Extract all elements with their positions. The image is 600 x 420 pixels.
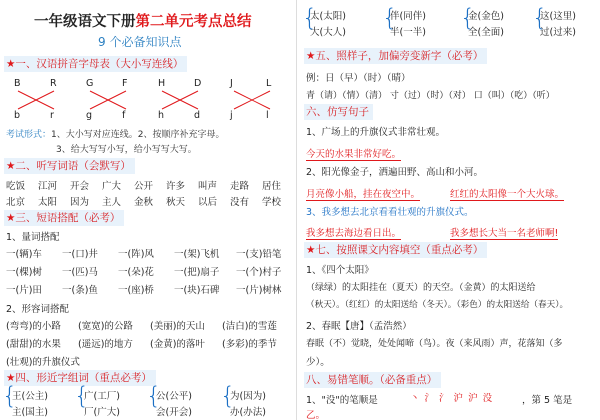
near-char-item: 王(公主)	[12, 391, 48, 402]
near-char-item: 为(因为)	[230, 391, 266, 402]
brace-icon: {	[2, 382, 18, 410]
near-char-item: 厂(广大)	[84, 407, 120, 418]
measure-item: 一(条)鱼	[62, 285, 98, 296]
answer-sentence-2a: 月亮像小船，挂在夜空中。	[306, 186, 420, 201]
brace-icon: {	[460, 4, 476, 32]
word-item: 主人	[102, 197, 122, 208]
measure-item: 一(座)桥	[118, 285, 154, 296]
brace-icon: {	[302, 4, 318, 32]
answer-sentence-3a: 我多想去海边看日出。	[306, 225, 401, 240]
word-item: 走路	[230, 181, 250, 192]
star-icon: ★	[6, 58, 16, 70]
section-1-heading	[4, 56, 187, 72]
lower-letter: l	[266, 110, 269, 121]
exam-format-1	[6, 127, 224, 140]
section-3-title: 三、短语搭配	[15, 212, 79, 224]
pair-item: 太(太阳)	[310, 11, 346, 22]
model-sentence-3: 3、我多想去北京看看壮观的升旗仪式。	[306, 207, 474, 218]
stroke-order-sequence: 丶 氵 氵 沪 沪 没	[410, 393, 494, 404]
measure-item: 一(朵)花	[118, 267, 154, 278]
model-sentence-2: 2、阳光像金子，洒遍田野、高山和小河。	[306, 167, 484, 178]
word-item: 江河	[38, 181, 58, 192]
star-icon: ★	[6, 160, 16, 172]
word-item: 北京	[6, 197, 26, 208]
section-1-title: 一、汉语拼音字母表	[15, 58, 110, 70]
lower-letter: h	[158, 110, 165, 121]
measure-item: 一(棵)树	[6, 267, 42, 278]
section-3-tag: （必考）	[78, 212, 121, 224]
upper-letter: B	[14, 78, 21, 89]
text-title-2: 2、春眠【唐】（孟浩然）	[306, 321, 412, 332]
lower-letter: d	[194, 110, 201, 121]
word-item: 吃饭	[6, 181, 26, 192]
word-item: 叫声	[198, 181, 218, 192]
brace-icon: {	[382, 4, 398, 32]
measure-item: 一(支)铅笔	[236, 249, 282, 260]
upper-letter: J	[230, 78, 233, 89]
brace-icon: {	[220, 382, 236, 410]
pair-item: 这(这里)	[540, 11, 576, 22]
star-icon: ★	[6, 372, 16, 384]
measure-item: 一(架)飞机	[174, 249, 220, 260]
measure-words-subheading: 1、量词搭配	[6, 232, 60, 243]
word-item: 因为	[70, 197, 90, 208]
measure-item: 一(片)田	[6, 285, 42, 296]
adj-item: (多彩)的季节	[222, 339, 277, 350]
section-5-tag: （必考）	[441, 50, 484, 62]
adjectives-subheading: 2、形容词搭配	[6, 304, 70, 315]
section-5-title: 五、照样子，加偏旁变新字	[315, 50, 442, 62]
adj-item: (金黄)的落叶	[150, 339, 205, 350]
pair-item: 金(金色)	[468, 11, 504, 22]
upper-letter: H	[158, 78, 166, 89]
model-sentence-1: 1、广场上的升旗仪式非常壮观。	[306, 127, 446, 138]
fill-line-2b: 少）。	[306, 357, 330, 368]
measure-item: 一(个)村子	[236, 267, 282, 278]
fill-line-2a: 春眠（不）觉晓，处处闻啼（鸟）。夜（来风雨）声，花落知（多	[306, 339, 563, 349]
fill-line-1a: （绿绿）的太阳挂在（夏天）的天空。（金黄）的太阳送给	[306, 283, 536, 293]
title-red: 第二单元考点总结	[135, 14, 252, 30]
stroke-order-answer: 乙。	[306, 410, 326, 420]
section-4-tag: （重点必考）	[88, 372, 152, 384]
stroke-order-question: 1、"没"的笔顺是	[306, 395, 378, 406]
word-item: 居住	[262, 181, 282, 192]
stroke-order-tail: ，第 5 笔是	[522, 395, 573, 406]
answer-sentence-2b: 红红的太阳像一个大火球。	[450, 186, 564, 201]
lower-letter: b	[14, 110, 21, 121]
measure-item: 一(块)石碑	[174, 285, 220, 296]
star-icon: ★	[306, 244, 316, 256]
word-item: 以后	[198, 197, 218, 208]
measure-item: 一(匹)马	[62, 267, 98, 278]
brace-icon: {	[146, 382, 162, 410]
adj-item: (美丽)的天山	[150, 321, 205, 332]
lower-letter: g	[86, 110, 93, 121]
left-column	[0, 0, 296, 420]
section-2-heading	[4, 158, 135, 174]
word-item: 太阳	[38, 197, 58, 208]
pair-item: 半(一半)	[390, 27, 426, 38]
near-char-item: 广(工厂)	[84, 391, 120, 402]
pair-item: 大(大人)	[310, 27, 346, 38]
measure-item: 一(阵)风	[118, 249, 154, 260]
radical-answer-row: 青（请）（情）（清） 寸（过）（时）（对） 口（叫）（吃）（听）	[306, 91, 555, 101]
adj-item: (洁白)的雪莲	[222, 321, 277, 332]
pair-item: 全(全面)	[468, 27, 504, 38]
section-8-heading	[304, 372, 441, 388]
answer-sentence-3b: 我多想长大当一名老师啊!	[450, 225, 558, 240]
upper-letter: D	[194, 78, 202, 89]
near-char-item: 公(公平)	[156, 391, 192, 402]
section-7-title: 七、按照课文内容填空	[315, 244, 421, 256]
word-item: 广大	[102, 181, 122, 192]
section-2-title: 二、听写词语	[15, 160, 79, 172]
lower-letter: f	[122, 110, 126, 121]
pair-item: 过(过来)	[540, 27, 576, 38]
section-7-heading	[304, 242, 487, 258]
radical-example: 例：日（早）（时）（晴）	[306, 73, 411, 84]
word-item: 秋天	[166, 197, 186, 208]
upper-letter: F	[122, 78, 128, 89]
star-icon: ★	[306, 50, 316, 62]
brace-icon: {	[74, 382, 90, 410]
page-title	[34, 10, 252, 31]
word-item: 开会	[70, 181, 90, 192]
word-item: 没有	[230, 197, 250, 208]
adj-item: (甜甜)的水果	[6, 339, 61, 350]
measure-item: 一(片)树林	[236, 285, 282, 296]
adj-item: (遥远)的地方	[78, 339, 133, 350]
text-title-1: 1、《四个太阳》	[306, 265, 374, 276]
near-char-item: 会(开会)	[156, 407, 192, 418]
title-black: 一年级语文下册	[34, 14, 136, 30]
section-4-title: 四、形近字组词	[15, 372, 89, 384]
brace-icon: {	[532, 4, 548, 32]
upper-letter: G	[86, 78, 94, 89]
adj-item: (壮观)的升旗仪式	[6, 357, 80, 368]
section-1-tag: （大小写连线）	[109, 58, 184, 70]
adj-item: (弯弯)的小路	[6, 321, 61, 332]
lower-letter: j	[230, 110, 233, 121]
near-char-item: 办(办法)	[230, 407, 266, 418]
answer-sentence-1: 今天的水果非常好吃。	[306, 146, 401, 161]
section-6-title: 六、仿写句子	[306, 106, 369, 118]
measure-item: 一(口)井	[62, 249, 98, 260]
pair-item: 伴(同伴)	[390, 11, 426, 22]
lower-letter: r	[50, 110, 54, 121]
word-item: 金秋	[134, 197, 154, 208]
word-item: 许多	[166, 181, 186, 192]
adj-item: (宽宽)的公路	[78, 321, 133, 332]
near-char-item: 主(国主)	[12, 407, 48, 418]
upper-letter: R	[50, 78, 57, 89]
section-6-heading	[304, 104, 373, 120]
fill-line-1b: （秋天）。（红红）的太阳送给（冬天）。（彩色）的太阳送给（春天）。	[306, 300, 569, 310]
word-item: 学校	[262, 197, 282, 208]
exam-format-2: 3、给大写写小写，给小写写大写。	[56, 145, 197, 155]
section-5-heading	[304, 48, 487, 64]
section-7-tag: （重点必考）	[420, 244, 484, 256]
section-2-tag: （会默写）	[78, 160, 131, 172]
measure-item: 一(把)扇子	[174, 267, 220, 278]
exam-format-label: 考试形式：	[6, 130, 52, 140]
column-divider	[296, 0, 297, 420]
right-column	[300, 0, 600, 420]
page-subtitle: 9 个必备知识点	[98, 35, 182, 49]
matching-lines	[0, 90, 296, 110]
section-3-heading	[4, 210, 124, 226]
star-icon: ★	[6, 212, 16, 224]
measure-item: 一(辆)车	[6, 249, 42, 260]
exam-format-text: 1、大小写对应连线。2、按顺序补充字母。	[51, 130, 225, 140]
word-item: 公开	[134, 181, 154, 192]
section-8-title: 八、易错笔顺。（必备重点）	[306, 374, 438, 386]
upper-letter: L	[266, 78, 272, 89]
